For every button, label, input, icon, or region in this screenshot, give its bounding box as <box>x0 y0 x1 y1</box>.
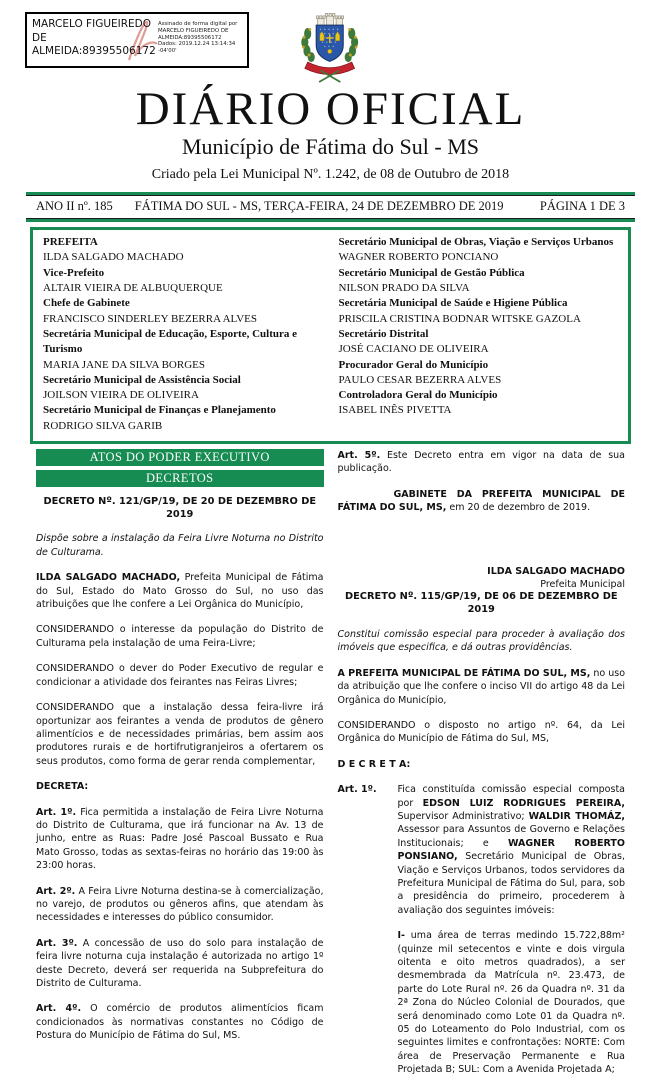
decree-121-title: DECRETO Nº. 121/GP/19, DE 20 DE DEZEMBRO DE 2019 <box>43 495 317 520</box>
official-name: MARIA JANE DA SILVA BORGES <box>43 358 205 371</box>
preamble-lead: ILDA SALGADO MACHADO, <box>36 572 181 584</box>
article-text: Fica permitida a instalação de Feira Livre Noturna do Distrito de Culturama, que irá funcionar na Av. 13 de junho, entre as Ruas: Padre José Pascoal Bussato e Rua Mato Grosso, todas as sextas-feiras no horário das 19:00 às 23:00 horas. <box>36 806 324 872</box>
decree-121-summary: Dispõe sobre a instalação da Feira Livre Noturna no Distrito de Culturama. <box>36 533 324 558</box>
section-banner-decretos: DECRETOS <box>36 470 324 487</box>
article-label: Art. 4º. <box>36 1003 82 1015</box>
official-name: JOSÉ CACIANO DE OLIVEIRA <box>338 343 489 356</box>
signature-detail-line: MARCELO FIGUEIREDO DE <box>158 27 229 34</box>
gazette-title: DIÁRIO OFICIAL <box>135 83 526 135</box>
official-name: WAGNER ROBERTO PONCIANO <box>338 251 499 264</box>
article-paragraph <box>36 806 324 873</box>
article-paragraph <box>36 885 324 925</box>
signer-name-line: MARCELO FIGUEIREDO <box>32 18 152 30</box>
officials-left-column <box>43 235 323 434</box>
signer-name <box>32 18 156 62</box>
official-title: Secretário Municipal de Finanças e Planejamento <box>43 404 276 417</box>
official-title: Secretária Municipal de Saúde e Higiene Pública <box>338 297 568 310</box>
signature-block <box>338 565 626 592</box>
article-paragraph <box>338 783 626 917</box>
official-name: ALTAIR VIEIRA DE ALBUQUERQUE <box>43 282 223 295</box>
considerando-paragraph: CONSIDERANDO o disposto no artigo nº. 64, da Lei Orgânica do Município de Fátima do Sul, MS, <box>337 719 625 745</box>
decree-121-preamble <box>36 571 324 611</box>
decreta-label: D E C R E T A: <box>337 758 411 770</box>
rule-bottom <box>26 218 635 222</box>
considerando-paragraph: CONSIDERANDO o interesse da população do Distrito de Culturama pela instalação de uma Feira-Livre; <box>36 624 324 649</box>
preamble-lead: A PREFEITA MUNICIPAL DE FÁTIMA DO SUL, MS, <box>337 667 591 679</box>
official-title: Secretário Municipal de Assistência Social <box>43 373 241 386</box>
official-name: PAULO CESAR BEZERRA ALVES <box>338 373 502 386</box>
official-title: Controladora Geral do Município <box>338 389 498 402</box>
article-label: Art. 1º. <box>337 784 377 796</box>
decreta-label: DECRETA: <box>36 781 89 793</box>
signature-detail-line: Assinado de forma digital por <box>158 21 238 27</box>
page-indicator: PÁGINA 1 DE 3 <box>539 199 625 214</box>
edition-info-bar <box>26 192 635 222</box>
item-paragraph: I- uma área de terras medindo 15.722,88m² (quinze mil setecentos e vinte e dois virgula oitenta e oito metros quadrados), a ser desmembrada da Matrícula nº. 23.473, de parte do Lote Rural nº. 26 da Quadra nº. 31 da 2ª Zona do Núcleo Colonial de Dourados, que será denominado como Lote 01 da Quadra nº. 05 do Loteamento do Polo Industrial, com os seguintes limites e confrontações: NORTE: Com área de Preservação Permanente e Rua Projetada B; SUL: Com a Avenida Projetada A; <box>397 930 625 1076</box>
preamble-text: no uso da atribuição que lhe confere o inciso VII do artigo 48 da Lei Orgânica do Município, <box>337 667 626 706</box>
article-paragraph <box>36 1002 324 1042</box>
article-text: O comércio de produtos alimentícios ficam condicionados às normativas constantes no Código de Postura do Município de Fátima do Sul, MS. <box>36 1003 324 1042</box>
edition-number: ANO II nº. 185 <box>36 199 113 214</box>
page-header <box>0 0 661 88</box>
official-title: Chefe de Gabinete <box>43 297 130 310</box>
masthead <box>0 83 661 183</box>
closing-paragraph <box>338 488 626 515</box>
closing-lead: GABINETE DA PREFEITA MUNICIPAL DE FÁTIMA DO SUL, MS, <box>337 488 625 514</box>
decree-115-title: DECRETO Nº. 115/GP/19, DE 06 DE DEZEMBRO DE 2019 <box>344 591 618 616</box>
digital-signature-stamp <box>25 12 249 68</box>
official-name: PRISCILA CRISTINA BODNAR WITSKE GAZOLA <box>338 312 581 325</box>
official-name: JOILSON VIEIRA DE OLIVEIRA <box>43 389 199 402</box>
section-banner-atos-executivo: ATOS DO PODER EXECUTIVO <box>36 449 324 466</box>
official-title: Secretário Municipal de Gestão Pública <box>338 266 525 279</box>
official-name: ISABEL INÊS PIVETTA <box>338 404 452 417</box>
signatory-role: Prefeita Municipal <box>540 579 625 591</box>
signature-detail-line: ALMEIDA:89395506172 <box>158 34 222 41</box>
official-title: Secretário Distrital <box>338 327 429 340</box>
left-column <box>36 449 324 1089</box>
official-title: Secretária Municipal de Educação, Esporte, Cultura e Turismo <box>43 327 297 356</box>
official-title: Vice-Prefeito <box>43 266 105 279</box>
official-name: NILSON PRADO DA SILVA <box>338 282 470 295</box>
article-paragraph <box>338 449 626 476</box>
signer-name-line: ALMEIDA:89395506172 <box>32 45 156 58</box>
signature-detail-line: Dados: 2019.12.24 13:14:34 -04'00' <box>158 41 236 54</box>
decree-115-summary: Constitui comissão especial para proceder à avaliação dos imóveis que especifica, e dá outras providências. <box>337 628 625 654</box>
officials-right-column <box>339 235 619 434</box>
article-paragraph <box>36 937 324 991</box>
considerando-paragraph: CONSIDERANDO o dever do Poder Executivo de regular e condicionar a atividade dos feirantes nas Feiras Livres; <box>36 663 324 688</box>
official-title: PREFEITA <box>43 236 98 249</box>
official-title: Procurador Geral do Município <box>338 358 489 371</box>
content-area <box>36 449 625 1089</box>
coat-of-arms <box>297 12 361 88</box>
official-name: ILDA SALGADO MACHADO <box>43 251 184 264</box>
officials-box <box>30 227 631 444</box>
decree-115-preamble <box>338 667 626 707</box>
official-name: FRANCISCO SINDERLEY BEZERRA ALVES <box>43 312 258 325</box>
signature-details <box>158 18 242 62</box>
article-text: A concessão de uso do solo para instalação de feira livre noturna cuja instalação é autorizada no artigo 1º deste Decreto, deverá ser requerida na Subprefeitura do Distrito de Culturama. <box>36 937 324 990</box>
considerando-paragraph: CONSIDERANDO que a instalação dessa feira-livre irá oportunizar aos feirantes a venda de produtos de gênero alimentícios e de necessidades primárias, bem assim aos produtores rurais e de hortifrutigranjeiros a ofertarem os seus produtos, como forma de gerar renda complementar, <box>36 702 324 767</box>
article-label: Art. 2º. <box>36 885 76 897</box>
article-text: Fica constituída comissão especial composta por EDSON LUIZ RODRIGUES PEREIRA, Supervisor Administrativo; WALDIR THOMÁZ, Assessor para Assuntos de Governo e Relações Institucionais; e WAGNER ROBERTO PONSIANO, Secretário Municipal de Obras, Viação e Serviços Urbanos, todos servidores da Prefeitura Municipal de Fátima do Sul, para, sob a presidência do primeiro, procederem à avaliação dos seguintes imóveis: <box>397 784 626 916</box>
preamble-text: Prefeita Municipal de Fátima do Sul, Estado do Mato Grosso do Sul, no uso das atribuições que lhe confere a Lei Orgânica do Município, <box>36 572 324 611</box>
signer-name-line: DE <box>32 31 47 44</box>
closing-text: em 20 de dezembro de 2019. <box>449 502 591 514</box>
article-label: Art. 5º. <box>337 449 381 461</box>
gazette-subtitle: Município de Fátima do Sul - MS <box>182 133 479 159</box>
signatory-name: ILDA SALGADO MACHADO <box>487 565 625 577</box>
official-title: Secretário Municipal de Obras, Viação e Serviços Urbanos <box>338 236 614 249</box>
right-column <box>338 449 626 1089</box>
gazette-tagline: Criado pela Lei Municipal Nº. 1.242, de 08 de Outubro de 2018 <box>151 167 510 183</box>
official-name: RODRIGO SILVA GARIB <box>43 419 163 432</box>
article-text: A Feira Livre Noturna destina-se à comercialização, no varejo, de produtos ou gêneros afins, que atendam às necessidades e interesses do público consumidor. <box>36 885 324 924</box>
article-text: Este Decreto entra em vigor na data de sua publicação. <box>337 449 625 475</box>
article-label: Art. 3º. <box>36 937 78 949</box>
article-label: Art. 1º. <box>36 806 77 818</box>
edition-date: FÁTIMA DO SUL - MS, TERÇA-FEIRA, 24 DE DEZEMBRO DE 2019 <box>134 199 504 214</box>
